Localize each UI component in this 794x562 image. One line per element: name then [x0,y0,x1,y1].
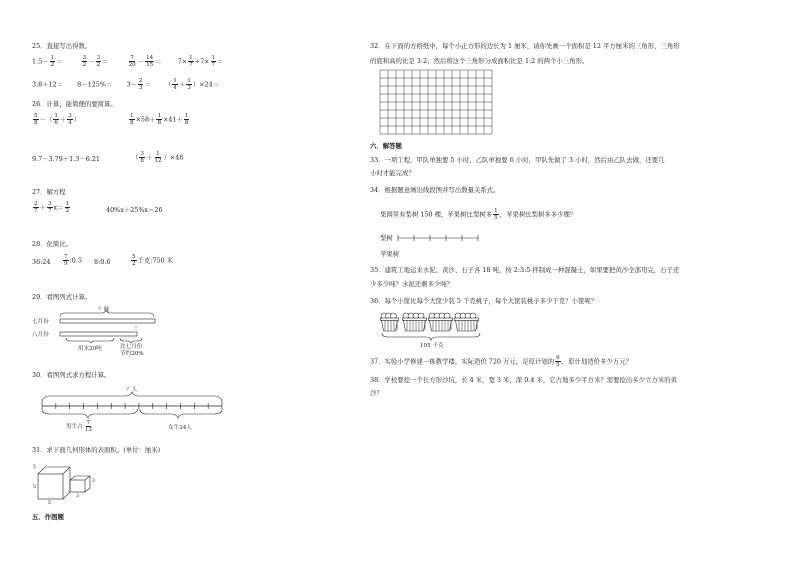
fraction: $\frac{1}{8}$ [157,113,162,126]
q31-dim-5: 3 [76,494,80,499]
expr-text: 1.5－ [32,57,49,66]
q33-line2: 小时才能完成？ [370,169,415,177]
q38-line1: 38．学校要挖一个长方形沙坑，长 4 米，宽 3 米，深 0.4 米，它占地多少平方米？需要挖出多少立方米的黄 [370,376,678,384]
q36-total-label: 105 千克 [420,343,444,349]
q34-problem: 果园里有梨树 150 棵，苹果树比梨树多 $\frac{1}{5}$ ，苹果树比梨树多多少棵？ [380,208,577,221]
q29-august-label: 八月份 [32,332,49,338]
fraction: $\frac{1}{5}$ [494,208,498,221]
q34-title: 34．根据题意画出线段图并写出数量关系式。 [370,186,500,194]
q38-line2: 沙？ [370,389,383,397]
fraction: $\frac{1}{7}$ [211,55,216,68]
q30-boys-label: 男生占 $\frac{7}{13}$ [66,420,92,433]
q26-title: 26．计算，能简便的要简算。 [32,100,117,108]
fraction: $\frac{1}{3}$ [187,78,191,91]
q30-title: 30．看图列式求方程计算。 [32,371,111,379]
fraction: $\frac{1}{8}$ [130,113,134,126]
fraction: $\frac{2}{7}$ [34,201,38,214]
q27-eq2: 40%x＋25%x＝26 [106,206,163,214]
q31-dim-4: 3 [92,479,96,484]
q36-title: 36．每个小筐比每个大筐少装 5 千克桃子，每个大筐装桃子多少千克？小筐呢？ [370,297,598,305]
q29-saved-label-2: 节约20% [120,351,144,357]
fraction: $\frac{2}{3}$ [138,78,143,91]
q28-ratio2: $\frac{7}{9}$ :0.5 [64,254,82,267]
q30-question-label: ？人 [126,387,138,393]
q27-eq1: $\frac{2}{7}$ ＋ $\frac{3}{7}$ x＝ $\frac{1}{2}$ [34,201,70,214]
fraction: $\frac{1}{4}$ [173,78,177,91]
q31-dim-3: 5 [48,501,52,506]
fraction: $\frac{7}{9}$ [64,254,68,267]
q25-row2: 3.8＋12＝ 8－125%＝ 3－ $\frac{2}{3}$ ＝ （ $\frac{1}{4}$ ＋ $\frac{1}{3}$ ）×24＝ [32,78,220,91]
q28-ratio1: 36:24 [32,258,51,266]
q35-line1: 35．建筑工地运来水泥、黄沙、石子各 18 吨，按 2:3:5 拌制成一种混凝土，如果要把黄沙全部用完，石子还 [370,266,680,274]
fraction: $\frac{1}{8}$ [184,113,189,126]
q32-line1: 32．在下面的方格纸中，每个小正方形的边长为 1 厘米，请你先画一个面积是 12 平方厘米的三角形，三角形 [370,42,680,50]
fraction: $\frac{3}{2}$ [82,55,87,68]
q25-row1: 1.5－ $\frac{1}{2}$ ＝ $\frac{3}{2}$ － $\frac{3}{2}$ ＝ $\frac{7}{20}$ － $\frac{14}{15}$ ＝ 7× $\frac{1}{7}$ ÷7× $\frac{1}{7}$ ＝ [32,55,224,68]
q33-line1: 33．一项工程，甲队单独要 5 小时，乙队单独要 6 小时，甲队先做了 3 小时，然后由乙队去做，还要几 [370,156,665,164]
fraction: $\frac{1}{12}$ [154,151,162,164]
q26-row1-expr2: $\frac{1}{8}$ ×58＋ $\frac{1}{8}$ ×41＋ $\frac{1}{8}$ [130,113,189,126]
fraction: $\frac{3}{4}$ [68,113,72,126]
q31-solid-figure [32,0,362,562]
fraction: $\frac{3}{7}$ [47,201,52,214]
fraction: $\frac{5}{8}$ [34,113,38,126]
fraction: $\frac{7}{20}$ [128,55,136,68]
q28-ratio3: 8:0.6 [94,258,111,266]
q31-dim-1: 5 [33,465,37,470]
fraction: $\frac{3}{2}$ [96,55,101,68]
fraction: $\frac{1}{2}$ [50,55,55,68]
q34-pear-label: 梨树 [380,234,393,242]
q29-used-label: 用水20吨 [78,346,102,352]
q36-total-brace [370,0,770,562]
q35-line2: 少多少吨？水泥还剩多少吨？ [370,280,454,288]
fraction: $\frac{14}{15}$ [146,55,154,68]
fraction: $\frac{1}{2}$ [65,201,70,214]
fraction: $\frac{3}{8}$ [140,151,144,164]
q29-title: 29．看图列式计算。 [32,293,92,301]
fraction: $\frac{5}{2}$ [132,254,136,267]
q28-ratio4: $\frac{5}{2}$ 千克:750 米 [132,254,174,267]
q37-text: 37．实验小学修建一栋教学楼，实际造价 720 万元，是原计划的 $\frac{6}{5}$ ，原计划造价多少万元？ [370,355,633,368]
section-6-heading: 六．解答题 [370,142,402,150]
q30-girls-label: 女生24人 [168,425,192,431]
q26-row1-expr1: $\frac{5}{8}$ －（ $\frac{1}{6}$ ＋ $\frac{3}{4}$ ） [34,113,81,126]
q26-row2-expr1: 9.7－3.79＋1.3－6.21 [32,155,100,163]
q31-dim-2: 5 [33,485,37,490]
q26-row2-expr2: （ $\frac{3}{8}$ ＋ $\frac{1}{12}$ ）×48 [132,151,184,164]
fraction: $\frac{6}{5}$ [556,355,560,368]
q29-question-label: ？吨 [98,307,110,313]
fraction: $\frac{1}{6}$ [54,113,58,126]
q34-apple-label: 苹果树 [380,250,400,258]
fraction: $\frac{1}{7}$ [189,55,193,68]
q28-title: 28．化简比。 [32,240,73,248]
q31-title: 31．求下面几何形体的表面积。(单位：厘米) [32,446,161,454]
q27-title: 27．解方程 [32,188,66,196]
fraction: $\frac{7}{13}$ [84,420,92,433]
q29-saved-label-1: 比七月份 [120,344,143,350]
q29-july-label: 七月份 [32,319,49,325]
q25-title: 25．直接写出得数。 [32,42,92,50]
section-5-heading: 五．作图题 [32,513,64,521]
q32-line2: 的底和高的比是 3:2；然后将这个三角形分成面积比是 1:2 的两个小三角形。 [370,57,589,65]
